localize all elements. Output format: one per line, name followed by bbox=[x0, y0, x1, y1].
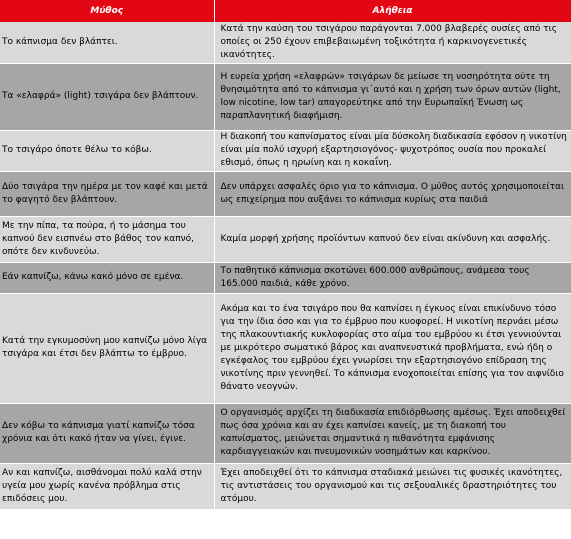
myth-cell: Με την πίπα, τα πούρα, ή το μάσημα του καπνού δεν εισπνέω στο βάθος τον καπνό, οπότε δεν κινδυνεύω. bbox=[0, 216, 214, 262]
table-header-row bbox=[0, 0, 571, 22]
table-row bbox=[0, 403, 571, 463]
myth-cell: Δύο τσιγάρα την ημέρα με τον καφέ και μετά το φαγητό δεν βλάπτουν. bbox=[0, 171, 214, 216]
myth-cell: Εάν καπνίζω, κάνω κακό μόνο σε εμένα. bbox=[0, 262, 214, 293]
fact-cell: Ακόμα και το ένα τσιγάρο που θα καπνίσει η έγκυος είναι επικίνδυνο τόσο για την ίδια όσο και για το έμβρυο που κυοφορεί. Η νικοτίνη περνάει μέσω της πλακουντιακής κυκλοφορίας στο αίμα του εμβρύου κι έτσι γεννιούνται με μικρότερο σωματικό βάρος και αναπνευστικά προβλήματα, ενώ ήδη ο εγκέφαλος του εμβρύου έχει γνωρίσει την εξαρτησιογόνο επίδραση της νικοτίνης πριν γεννηθεί. Το κάπνισμα ενοχοποιείται επίσης για τον αιφνίδιο θάνατο νεογνών. bbox=[214, 293, 571, 403]
myth-cell: Το κάπνισμα δεν βλάπτει. bbox=[0, 22, 214, 63]
myth-cell: Τα «ελαφρά» (light) τσιγάρα δεν βλάπτουν. bbox=[0, 63, 214, 130]
table-row bbox=[0, 63, 571, 130]
myth-cell: Αν και καπνίζω, αισθάνομαι πολύ καλά στην υγεία μου χωρίς κανένα πρόβλημα στις επιδόσεις μου. bbox=[0, 463, 214, 509]
fact-cell: Η διακοπή του καπνίσματος είναι μία δύσκολη διαδικασία εφόσον η νικοτίνη είναι μία πολύ ισχυρή εξαρτησιογόνος- ψυχοτρόπος ουσία που προκαλεί εθισμό, όπως η ηρωίνη και η κοκαΐνη. bbox=[214, 130, 571, 171]
table-row bbox=[0, 171, 571, 216]
fact-cell: Δεν υπάρχει ασφαλές όριο για το κάπνισμα. Ο μύθος αυτός χρησιμοποιείται ως επιχείρημα που αυξάνει το κάπνισμα κυρίως στα παιδιά bbox=[214, 171, 571, 216]
myth-cell: Δεν κόβω το κάπνισμα γιατί καπνίζω τόσα χρόνια και ότι κακό ήταν να γίνει, έγινε. bbox=[0, 403, 214, 463]
table-row bbox=[0, 262, 571, 293]
table-row bbox=[0, 22, 571, 63]
fact-cell: Ο οργανισμός αρχίζει τη διαδικασία επιδιόρθωσης αμέσως. Έχει αποδειχθεί πως όσα χρόνια και αν έχει καπνίσει κανείς, με τη διακοπή του καπνίσματος, μειώνεται σημαντικά η πιθανότητα εμφάνισης καρδιαγγειακών και πνευμονικών νοσημάτων και καρκίνου. bbox=[214, 403, 571, 463]
myth-column-header: Μύθος bbox=[0, 0, 214, 22]
table-row bbox=[0, 293, 571, 403]
table-row bbox=[0, 216, 571, 262]
table-row bbox=[0, 463, 571, 509]
table-row bbox=[0, 130, 571, 171]
fact-cell: Έχει αποδειχθεί ότι το κάπνισμα σταδιακά μειώνει τις φυσικές ικανότητες, τις αντιστάσεις του οργανισμού και τις σεξουαλικές δραστηριότητες του ατόμου. bbox=[214, 463, 571, 509]
fact-column-header: Αλήθεια bbox=[214, 0, 571, 22]
myth-cell: Κατά την εγκυμοσύνη μου καπνίζω μόνο λίγα τσιγάρα και έτσι δεν βλάπτω το έμβρυο. bbox=[0, 293, 214, 403]
fact-cell: Το παθητικό κάπνισμα σκοτώνει 600.000 ανθρώπους, ανάμεσα τους 165.000 παιδιά, κάθε χρόνο. bbox=[214, 262, 571, 293]
fact-cell: Η ευρεία χρήση «ελαφρών» τσιγάρων δε μείωσε τη νοσηρότητα ούτε τη θνησιμότητα από το κάπνισμα γι΄αυτό και η χρήση των όρων αυτών (light, low nicotine, low tar) απαγορεύτηκε από την Ευρωπαϊκή Ένωση ως παραπλανητική διαφήμιση. bbox=[214, 63, 571, 130]
myth-cell: Το τσιγάρο όποτε θέλω το κόβω. bbox=[0, 130, 214, 171]
fact-cell: Καμία μορφή χρήσης προϊόντων καπνού δεν είναι ακίνδυνη και ασφαλής. bbox=[214, 216, 571, 262]
fact-cell: Κατά την καύση του τσιγάρου παράγονται 7.000 βλαβερές ουσίες από τις οποίες οι 250 έχουν επιβεβαιωμένη τοξικότητα ή καρκινογενετικές ικανότητες. bbox=[214, 22, 571, 63]
